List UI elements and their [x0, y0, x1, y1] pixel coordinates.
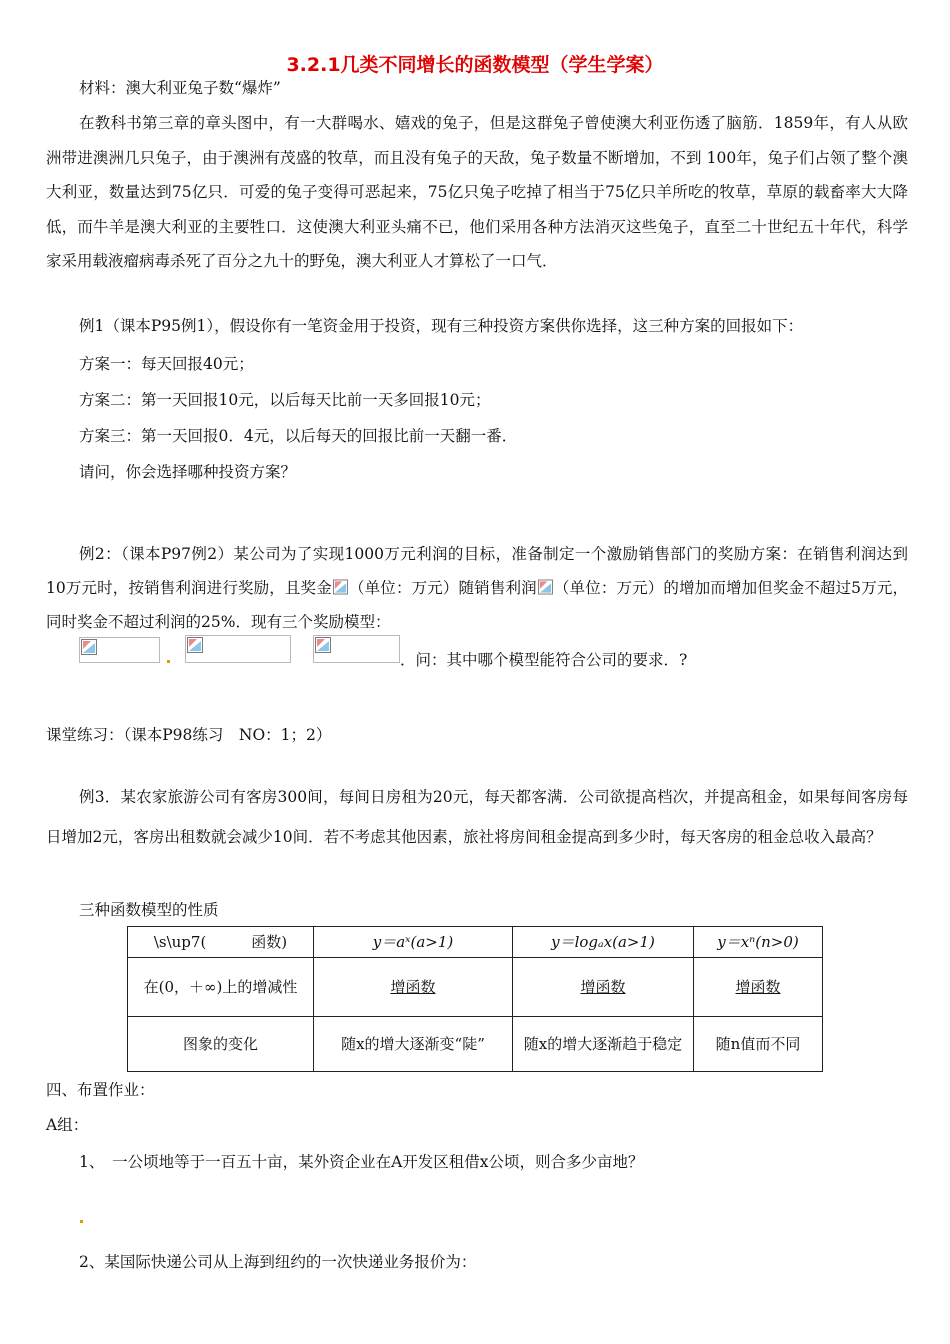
table-header-cell: y＝xⁿ(n>0)	[694, 927, 823, 958]
table-row-label: 在(0，＋∞)上的增减性	[128, 958, 314, 1017]
broken-image-icon	[315, 637, 331, 653]
example1-intro: 例1（课本P95例1），假设你有一笔资金用于投资，现有三种投资方案供你选择，这三种方案的回报如下：	[79, 317, 804, 335]
example2-part1: 例2：（课本P97例2）某公司为了实现1000万元利润的目标，准备制定一个激励销售部门的奖励方案：在销售利润达到10万元时，按销售利润进行奖励，且奖金	[46, 545, 908, 597]
table-cell: 增函数	[694, 958, 823, 1017]
example2-paragraph	[46, 537, 908, 639]
table-header-row	[128, 927, 823, 958]
table-cell: 随n值而不同	[694, 1017, 823, 1072]
homework-heading: 四、布置作业：	[46, 1081, 155, 1099]
example2-question: ．问：其中哪个模型能符合公司的要求．?	[400, 651, 688, 669]
broken-image-icon	[538, 579, 553, 595]
anchor-mark	[167, 660, 170, 663]
material-heading: 材料：澳大利亚兔子数“爆炸”	[79, 79, 281, 97]
function-properties-table	[127, 926, 823, 1072]
page-title: 3.2.1几类不同增长的函数模型（学生学案）	[286, 54, 664, 76]
homework-group: A组：	[46, 1116, 89, 1134]
broken-image-icon	[187, 637, 203, 653]
table-row	[128, 1017, 823, 1072]
anchor-mark	[80, 1220, 83, 1223]
example1-plan1: 方案一：每天回报40元；	[79, 355, 254, 373]
table-cell: 随x的增大逐渐趋于稳定	[513, 1017, 694, 1072]
example1-plan2: 方案二：第一天回报10元，以后每天比前一天多回报10元；	[79, 391, 491, 409]
table-header-cell: y＝aˣ(a>1)	[314, 927, 513, 958]
reward-model-3-image	[313, 635, 400, 663]
table-cell: 随x的增大逐渐变“陡”	[314, 1017, 513, 1072]
material-body: 在教科书第三章的章头图中，有一大群喝水、嬉戏的兔子，但是这群兔子曾使澳大利亚伤透了脑筋．1859年，有人从欧洲带进澳洲几只兔子，由于澳洲有茂盛的牧草，而且没有兔子的天敌，兔子数量不断增加，不到 100年，兔子们占领了整个澳大利亚，数量达到75亿只．可爱的兔子变得可恶起来，75亿只兔子吃掉了相当于75亿只羊所吃的牧草，草原的载畜率大大降低，而牛羊是澳大利亚的主要牲口．这使澳大利亚头痛不已，他们采用各种方法消灭这些兔子，直至二十世纪五十年代，科学家采用载液瘤病毒杀死了百分之九十的野兔，澳大利亚人才算松了一口气．	[46, 114, 908, 270]
homework-question-1: 1、 一公顷地等于一百五十亩，某外资企业在A开发区租借x公顷，则合多少亩地？	[79, 1153, 644, 1171]
reward-model-2-image	[185, 635, 291, 663]
reward-model-1-image	[79, 637, 160, 663]
table-row-label: 图象的变化	[128, 1017, 314, 1072]
broken-image-icon	[81, 639, 97, 655]
example1-plan3: 方案三：第一天回报0．4元，以后每天的回报比前一天翻一番．	[79, 427, 518, 445]
table-row	[128, 958, 823, 1017]
table-caption: 三种函数模型的性质	[79, 901, 219, 919]
table-cell: 增函数	[314, 958, 513, 1017]
example2-part3: （单位：万元）的增加而增加但奖金不超过5万元，同时奖金不超过利润的25%．现有三个奖励模型：	[46, 579, 908, 631]
example2-part2: （单位：万元）随销售利润	[348, 579, 537, 597]
broken-image-icon	[333, 579, 348, 595]
class-practice: 课堂练习：（课本P98练习 NO：1；2）	[46, 726, 332, 744]
example1-question: 请问，你会选择哪种投资方案？	[79, 463, 297, 481]
table-header-cell: y＝logₐx(a>1)	[513, 927, 694, 958]
table-cell: 增函数	[513, 958, 694, 1017]
example3-paragraph: 例3．某农家旅游公司有客房300间，每间日房租为20元，每天都客满．公司欲提高档次，并提高租金，如果每间客房每日增加2元，客房出租数就会减少10间．若不考虑其他因素，旅社将房间租金提高到多少时，每天客房的租金总收入最高？	[46, 788, 908, 846]
homework-question-2: 2、某国际快递公司从上海到纽约的一次快递业务报价为：	[79, 1253, 477, 1271]
table-header-cell: \s\up7( 函数)	[128, 927, 314, 958]
